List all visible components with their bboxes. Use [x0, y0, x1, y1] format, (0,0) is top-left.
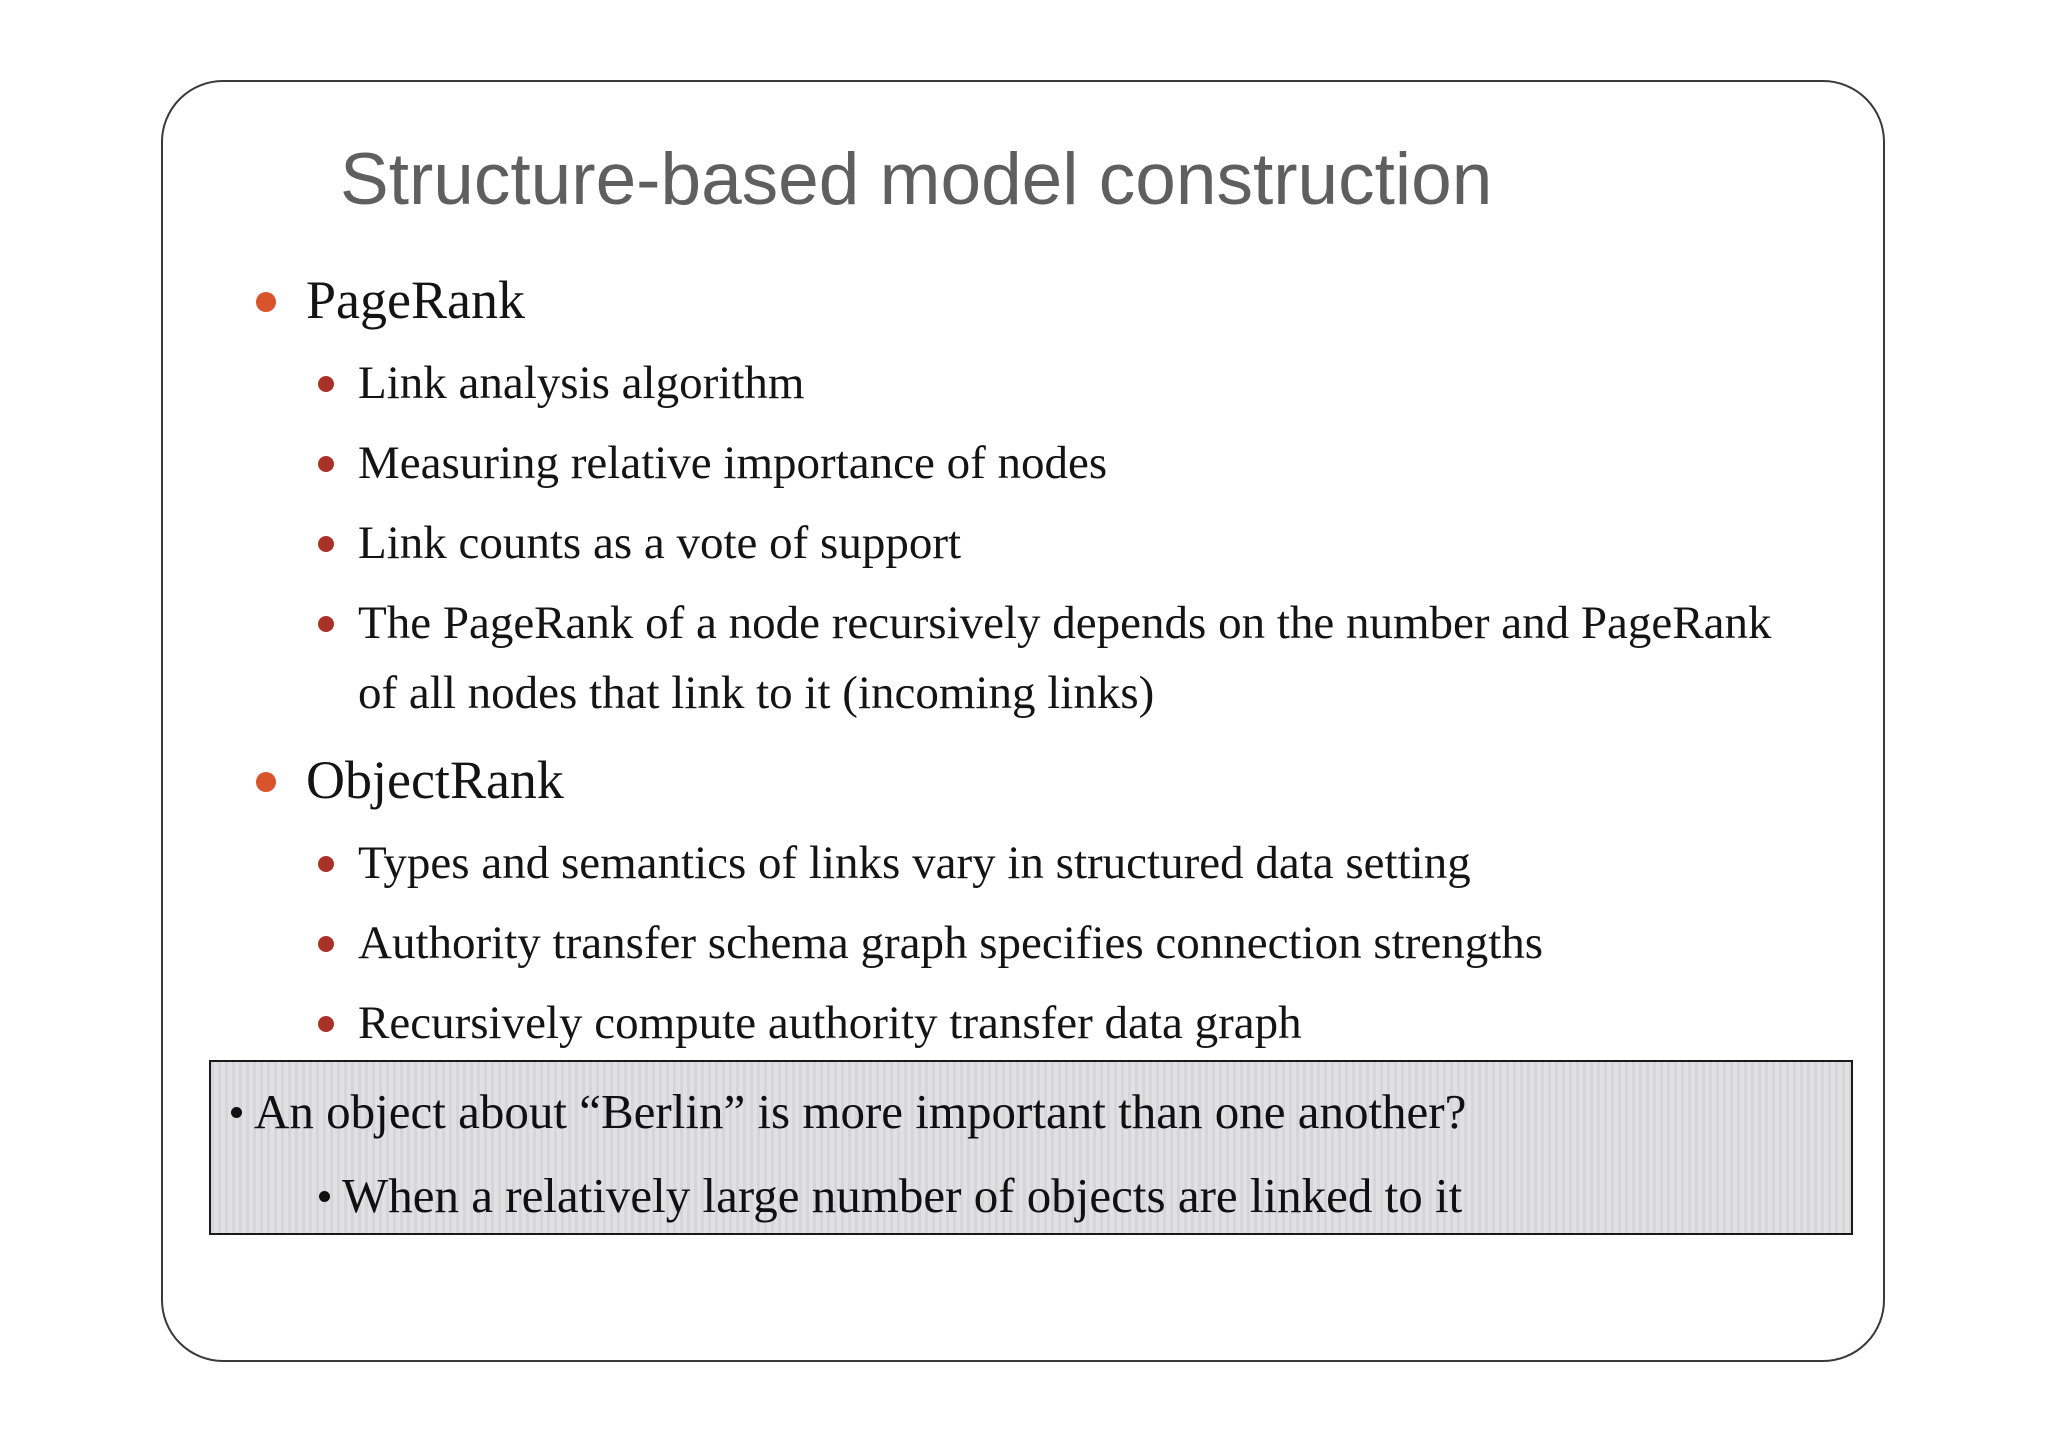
bullet-text: Authority transfer schema graph specifies connection strengths: [358, 917, 1544, 969]
bullet-dot-icon: [231, 1107, 242, 1118]
bullet-dot-icon: [318, 536, 334, 552]
callout-answer-text: When a relatively large number of objects are linked to it: [342, 1168, 1463, 1223]
bullet-item: [318, 508, 961, 578]
bullet-item: [318, 428, 1107, 498]
section-heading-objectrank: [256, 748, 564, 812]
bullet-dot-icon: [318, 1016, 334, 1032]
callout-answer: [319, 1164, 1462, 1228]
bullet-dot-icon: [256, 772, 276, 792]
bullet-dot-icon: [256, 292, 276, 312]
bullet-item: [318, 588, 1778, 728]
bullet-text: The PageRank of a node recursively depends on the number and PageRank of all nodes that link to it (incoming links): [358, 597, 1772, 719]
bullet-dot-icon: [319, 1191, 330, 1202]
slide-title: Structure-based model construction: [340, 139, 1493, 220]
bullet-text: Link counts as a vote of support: [358, 517, 962, 569]
bullet-dot-icon: [318, 376, 334, 392]
bullet-text: Measuring relative importance of nodes: [358, 437, 1108, 489]
bullet-item: [318, 828, 1471, 898]
bullet-text: PageRank: [306, 270, 525, 330]
bullet-dot-icon: [318, 936, 334, 952]
bullet-dot-icon: [318, 856, 334, 872]
callout-question: [231, 1080, 1466, 1144]
bullet-text: ObjectRank: [306, 750, 564, 810]
bullet-dot-icon: [318, 456, 334, 472]
bullet-dot-icon: [318, 616, 334, 632]
bullet-text: Types and semantics of links vary in structured data setting: [358, 837, 1471, 889]
bullet-text: Recursively compute authority transfer data graph: [358, 997, 1302, 1049]
section-heading-pagerank: [256, 268, 525, 332]
bullet-item: [318, 988, 1302, 1058]
bullet-item: [318, 908, 1543, 978]
bullet-item: [318, 348, 804, 418]
callout-box: [209, 1060, 1853, 1235]
bullet-text: Link analysis algorithm: [358, 357, 805, 409]
callout-question-text: An object about “Berlin” is more important than one another?: [254, 1084, 1467, 1139]
